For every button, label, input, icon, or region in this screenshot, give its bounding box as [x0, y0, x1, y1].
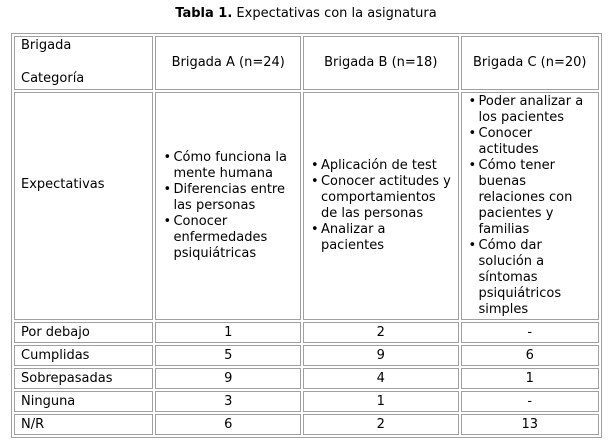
header-brigada-c: Brigada C (n=20)	[461, 36, 600, 90]
expectation-item: • Conocer enfermedades psiquiátricas	[173, 214, 294, 262]
cell-brigada-c: 6	[461, 345, 600, 366]
cell-brigada-b: 1	[303, 391, 459, 412]
table-row	[14, 414, 599, 435]
expectation-item: • Conocer actitudes	[479, 126, 593, 158]
table-row	[14, 391, 599, 412]
cell-brigada-b: 9	[303, 345, 459, 366]
row-label: Ninguna	[14, 391, 153, 412]
expectativas-row	[14, 92, 599, 320]
cell-brigada-c: 1	[461, 368, 600, 389]
expectation-item: • Conocer actitudes y comportamientos de las personas	[321, 174, 452, 222]
header-categoria: Categoría	[21, 71, 85, 86]
cell-brigada-b: 2	[303, 414, 459, 435]
table-row	[14, 345, 599, 366]
row-label-expectativas: Expectativas	[14, 92, 153, 320]
header-brigada: Brigada	[21, 38, 72, 53]
bullet-list-a	[162, 150, 294, 262]
expectation-item: • Diferencias entre las personas	[173, 182, 294, 214]
cell-brigada-a: 1	[155, 322, 301, 343]
cell-brigada-a: 9	[155, 368, 301, 389]
expectation-item: • Cómo funciona la mente humana	[173, 150, 294, 182]
caption-text: Expectativas con la asignatura	[232, 6, 437, 21]
cell-brigada-a: 6	[155, 414, 301, 435]
expectativas-brigada-a	[155, 92, 301, 320]
expectations-table	[11, 33, 602, 438]
cell-brigada-c: -	[461, 391, 600, 412]
header-row	[14, 36, 599, 90]
table-caption	[0, 6, 612, 22]
expectation-item: • Cómo tener buenas relaciones con pacientes y familias	[479, 158, 593, 238]
expectation-item: • Poder analizar a los pacientes	[479, 94, 593, 126]
cell-brigada-c: -	[461, 322, 600, 343]
cell-brigada-b: 4	[303, 368, 459, 389]
header-corner-cell	[14, 36, 153, 90]
expectation-item: • Cómo dar solución a síntomas psiquiátricos simples	[479, 238, 593, 318]
expectation-item: • Analizar a pacientes	[321, 222, 452, 254]
caption-label: Tabla 1.	[175, 6, 233, 21]
header-brigada-a: Brigada A (n=24)	[155, 36, 301, 90]
bullet-list-c	[468, 94, 593, 318]
row-label: Sobrepasadas	[14, 368, 153, 389]
cell-brigada-b: 2	[303, 322, 459, 343]
table-row	[14, 368, 599, 389]
table-row	[14, 322, 599, 343]
expectativas-brigada-b	[303, 92, 459, 320]
bullet-list-b	[310, 158, 452, 254]
expectation-item: • Aplicación de test	[321, 158, 452, 174]
expectativas-brigada-c	[461, 92, 600, 320]
row-label: N/R	[14, 414, 153, 435]
cell-brigada-a: 3	[155, 391, 301, 412]
header-brigada-b: Brigada B (n=18)	[303, 36, 459, 90]
cell-brigada-a: 5	[155, 345, 301, 366]
cell-brigada-c: 13	[461, 414, 600, 435]
row-label: Cumplidas	[14, 345, 153, 366]
row-label: Por debajo	[14, 322, 153, 343]
